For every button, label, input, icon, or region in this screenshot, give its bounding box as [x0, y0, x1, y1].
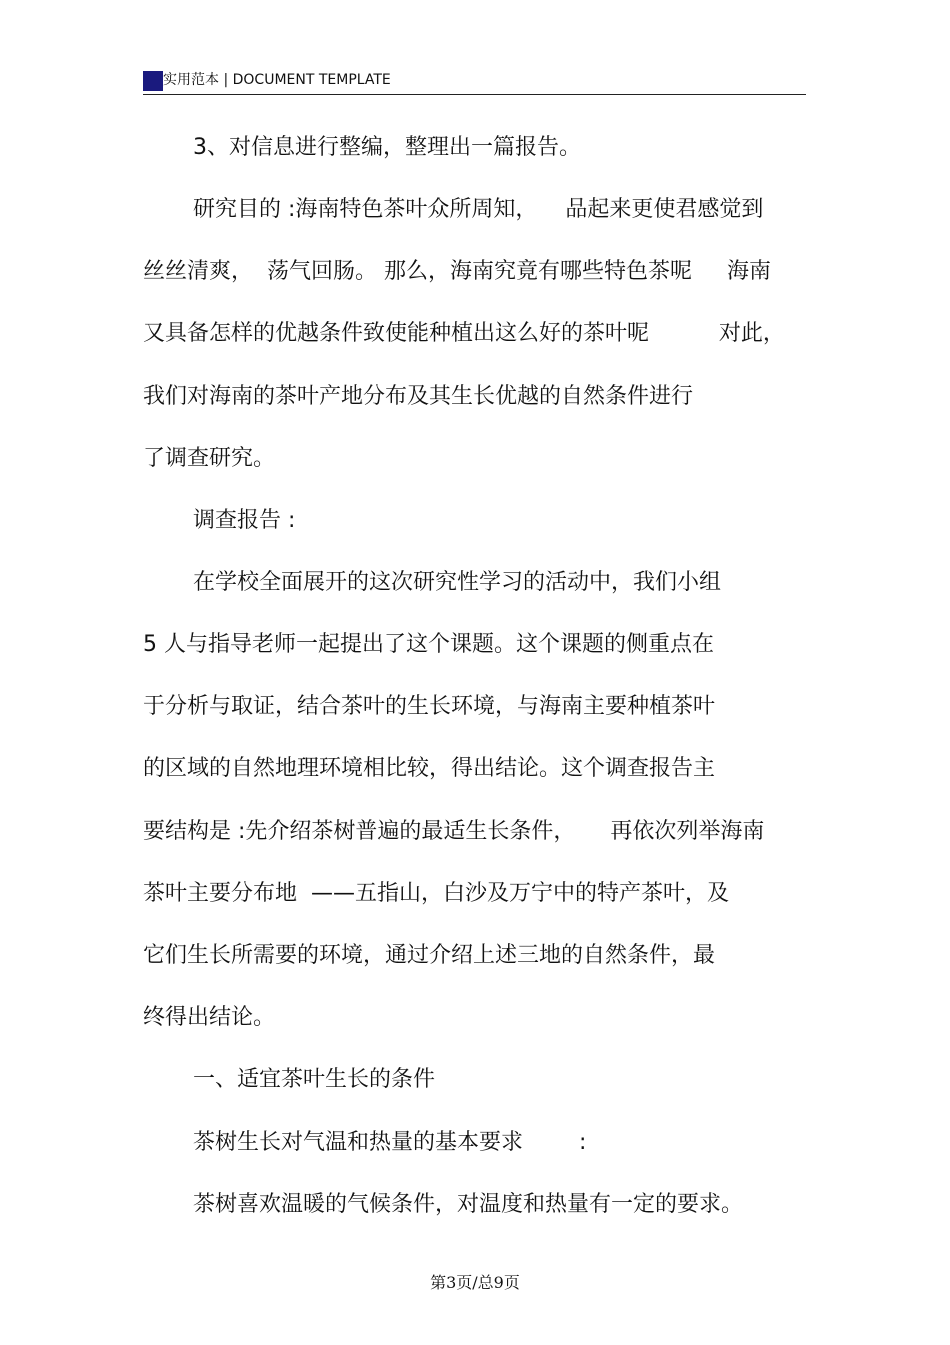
body-line: 研究目的 :海南特色茶叶众所周知， 品起来更使君感觉到: [193, 197, 764, 222]
body-line: 3、对信息进行整编，整理出一篇报告。: [193, 135, 581, 160]
body-line: 5 人与指导老师一起提出了这个课题。这个课题的侧重点在: [143, 632, 714, 657]
section-heading: 一、适宜茶叶生长的条件: [193, 1067, 436, 1092]
page-header: [143, 68, 806, 95]
header-title: 实用范本 | DOCUMENT TEMPLATE: [163, 72, 391, 88]
body-line: 终得出结论。: [143, 1005, 276, 1030]
body-line: 它们生长所需要的环境，通过介绍上述三地的自然条件，最: [143, 943, 716, 968]
body-line: 了调查研究。: [143, 446, 276, 471]
body-line: 茶叶主要分布地 ——五指山，白沙及万宁中的特产茶叶，及: [143, 881, 729, 906]
body-line: 的区域的自然地理环境相比较，得出结论。这个调查报告主: [143, 756, 716, 781]
body-line: 丝丝清爽， 荡气回肠。 那么，海南究竟有哪些特色茶呢 海南: [143, 259, 771, 284]
body-line: 在学校全面展开的这次研究性学习的活动中，我们小组: [193, 570, 722, 595]
page-number: 第3页/总9页: [430, 1273, 520, 1292]
body-line: 要结构是 :先介绍茶树普遍的最适生长条件， 再依次列举海南: [143, 819, 765, 844]
body-line: 又具备怎样的优越条件致使能种植出这么好的茶叶呢 对此，: [143, 321, 785, 346]
body-line: 我们对海南的茶叶产地分布及其生长优越的自然条件进行: [143, 384, 694, 409]
section-heading: 调查报告 :: [193, 508, 296, 533]
body-line: 于分析与取证，结合茶叶的生长环境，与海南主要种植茶叶: [143, 694, 716, 719]
body-line: 茶树生长对气温和热量的基本要求 :: [193, 1130, 587, 1155]
body-line: 茶树喜欢温暖的气候条件，对温度和热量有一定的要求。: [193, 1192, 744, 1217]
header-logo-square: [143, 71, 163, 91]
